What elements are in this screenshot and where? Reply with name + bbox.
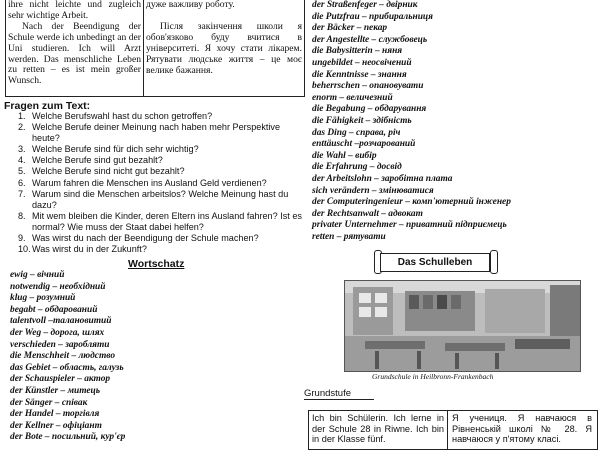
vocabulary-entry: die Fähigkeit – здібність: [312, 115, 412, 126]
vocabulary-entry: beherrschen – опановувати: [312, 81, 424, 92]
vocabulary-entry: die Begabung – обдарування: [312, 104, 427, 115]
question-item: [18, 111, 310, 122]
question-number: 4.: [18, 155, 26, 166]
vocabulary-entry: der Bäcker – пекар: [312, 23, 388, 34]
vocabulary-entry: klug – розумний: [10, 293, 76, 304]
vocabulary-entry: der Computeringenieur – комп'ютерний інженер: [312, 197, 511, 208]
vocabulary-entry: der Schauspieler – актор: [10, 374, 111, 385]
vocabulary-entry: der Sänger – співак: [10, 397, 88, 408]
vocabulary-entry: talentvoll –талановитий: [10, 316, 112, 327]
ukrainian-column: [146, 0, 302, 76]
question-number: 3.: [18, 144, 26, 155]
vocabulary-entry: privater Unternehmer – приватний підприємець: [312, 220, 507, 231]
vocabulary-list-left: [10, 270, 300, 444]
vocabulary-entry: das Ding – справа, річ: [312, 127, 401, 138]
german-paragraph-2: Nach der Beendigung der Schule werde ich unbedingt an der Uni studieren. Ich will Arzt werden. Das menschliche Leben zu retten – es ist mein großer Wunsch.: [8, 20, 141, 87]
vocabulary-entry: notwendig – необхідний: [10, 281, 106, 292]
vocabulary-entry: sich verändern – змінюватися: [312, 185, 434, 196]
question-number: 2.: [18, 122, 26, 133]
question-item: [18, 211, 310, 233]
vocabulary-entry: der Arbeitslohn – заробітна плата: [312, 173, 453, 184]
question-text: Welche Berufe deiner Meinung nach haben mehr Perspektive heute?: [32, 122, 281, 144]
vocabulary-entry: der Bote – посильний, кур'єр: [10, 432, 126, 443]
vocabulary-entry: der Angestellte – службовець: [312, 34, 428, 45]
question-number: 9.: [18, 233, 26, 244]
photo-caption: Grundschule in Heilbronn-Frankenbach: [372, 372, 494, 381]
question-text: Warum sind die Menschen arbeitslos? Welche Meinung hast du dazu?: [32, 188, 289, 210]
school-german-text: Ich bin Schülerin. Ich lerne in der Schule 28 in Riwne. Ich bin in der Klasse fünf.: [312, 413, 444, 444]
vocabulary-entry: der Weg – дорога, шлях: [10, 327, 105, 338]
ukrainian-paragraph-1: дуже важливу роботу.: [146, 0, 235, 10]
question-text: Mit wem bleiben die Kinder, deren Eltern ins Ausland fahren? Ist es normal? Wie muss der Staat dabei helfen?: [32, 210, 302, 232]
wortschatz-heading: Wortschatz: [128, 258, 185, 270]
school-ukrainian-text: Я учениця. Я навчаюся в Рівненській школі № 28. Я навчаюся у п'ятому класі.: [452, 413, 592, 444]
question-text: Welche Berufe sind nicht gut bezahlt?: [32, 166, 185, 177]
vocabulary-entry: der Künstler – митець: [10, 385, 101, 396]
vocabulary-entry: der Straßenfeger – двірник: [312, 0, 418, 10]
questions-heading: Fragen zum Text:: [4, 100, 91, 112]
vocabulary-entry: die Wahl – вибір: [312, 150, 377, 161]
question-item: [18, 144, 310, 155]
vocabulary-entry: enorm – величезний: [312, 92, 393, 103]
vocabulary-entry: die Putzfrau – прибиральниця: [312, 11, 433, 22]
vocabulary-entry: die Menschheit – людство: [10, 351, 116, 362]
question-number: 5.: [18, 166, 26, 177]
german-column: [8, 0, 141, 87]
vocabulary-entry: ewig – вічний: [10, 270, 65, 280]
question-item: [18, 189, 310, 211]
banner-scroll-right: [490, 250, 498, 274]
vocabulary-entry: die Babysitterin – няня: [312, 46, 403, 57]
vocabulary-entry: der Kellner – офіціант: [10, 420, 102, 431]
bilingual-text-table: [5, 0, 305, 97]
question-text: Warum fahren die Menschen ins Ausland Geld verdienen?: [32, 177, 267, 188]
question-text: Welche Berufe sind gut bezahlt?: [32, 155, 163, 166]
grundstufe-label: Grundstufe: [304, 388, 374, 400]
question-text: Was wirst du nach der Beendigung der Schule machen?: [32, 233, 259, 244]
question-number: 10.: [18, 244, 31, 255]
ukrainian-paragraph-2: Після закінчення школи я обов'язково буду вчитися в університеті. Я хочу стати лікарем. Рятувати людське життя – це моє велике бажання.: [146, 20, 302, 76]
vocabulary-entry: begabt – обдарований: [10, 304, 98, 315]
column-divider: [143, 0, 144, 96]
vocabulary-entry: die Kenntnisse – знання: [312, 69, 407, 80]
question-item: [18, 233, 310, 244]
question-text: Was wirst du in der Zukunft?: [32, 244, 147, 255]
question-item: [18, 244, 310, 255]
vocabulary-entry: verschieden – заробляти: [10, 339, 110, 350]
classroom-illustration: [345, 281, 580, 371]
vocabulary-entry: die Erfahrung – досвід: [312, 162, 402, 173]
question-number: 6.: [18, 177, 26, 188]
vocabulary-entry: retten – рятувати: [312, 231, 386, 242]
question-item: [18, 178, 310, 189]
question-number: 8.: [18, 210, 26, 221]
question-text: Welche Berufe sind für dich sehr wichtig?: [32, 144, 199, 155]
school-text-table: [308, 410, 598, 450]
vocabulary-entry: enttäuscht –розчарований: [312, 139, 416, 150]
question-item: [18, 155, 310, 166]
vocabulary-entry: das Gebiet – область, галузь: [10, 362, 124, 373]
vocabulary-entry: der Handel – торгівля: [10, 409, 100, 420]
school-life-banner: Das Schulleben: [380, 253, 490, 272]
question-text: Welche Berufswahl hast du schon getroffen?: [32, 111, 213, 121]
vocabulary-entry: der Rechtsanwalt – адвокат: [312, 208, 423, 219]
school-column-divider: [447, 411, 448, 449]
classroom-photo: [344, 280, 581, 372]
vocabulary-list-right: [312, 0, 600, 243]
german-paragraph-1: ihre nicht leichte und zugleich sehr wichtige Arbeit.: [8, 0, 141, 21]
question-number: 1.: [18, 111, 26, 121]
question-item: [18, 166, 310, 177]
questions-list: [18, 111, 310, 255]
question-item: [18, 122, 310, 144]
question-number: 7.: [18, 188, 26, 199]
vocabulary-entry: ungebildet – неосвічений: [312, 57, 412, 68]
